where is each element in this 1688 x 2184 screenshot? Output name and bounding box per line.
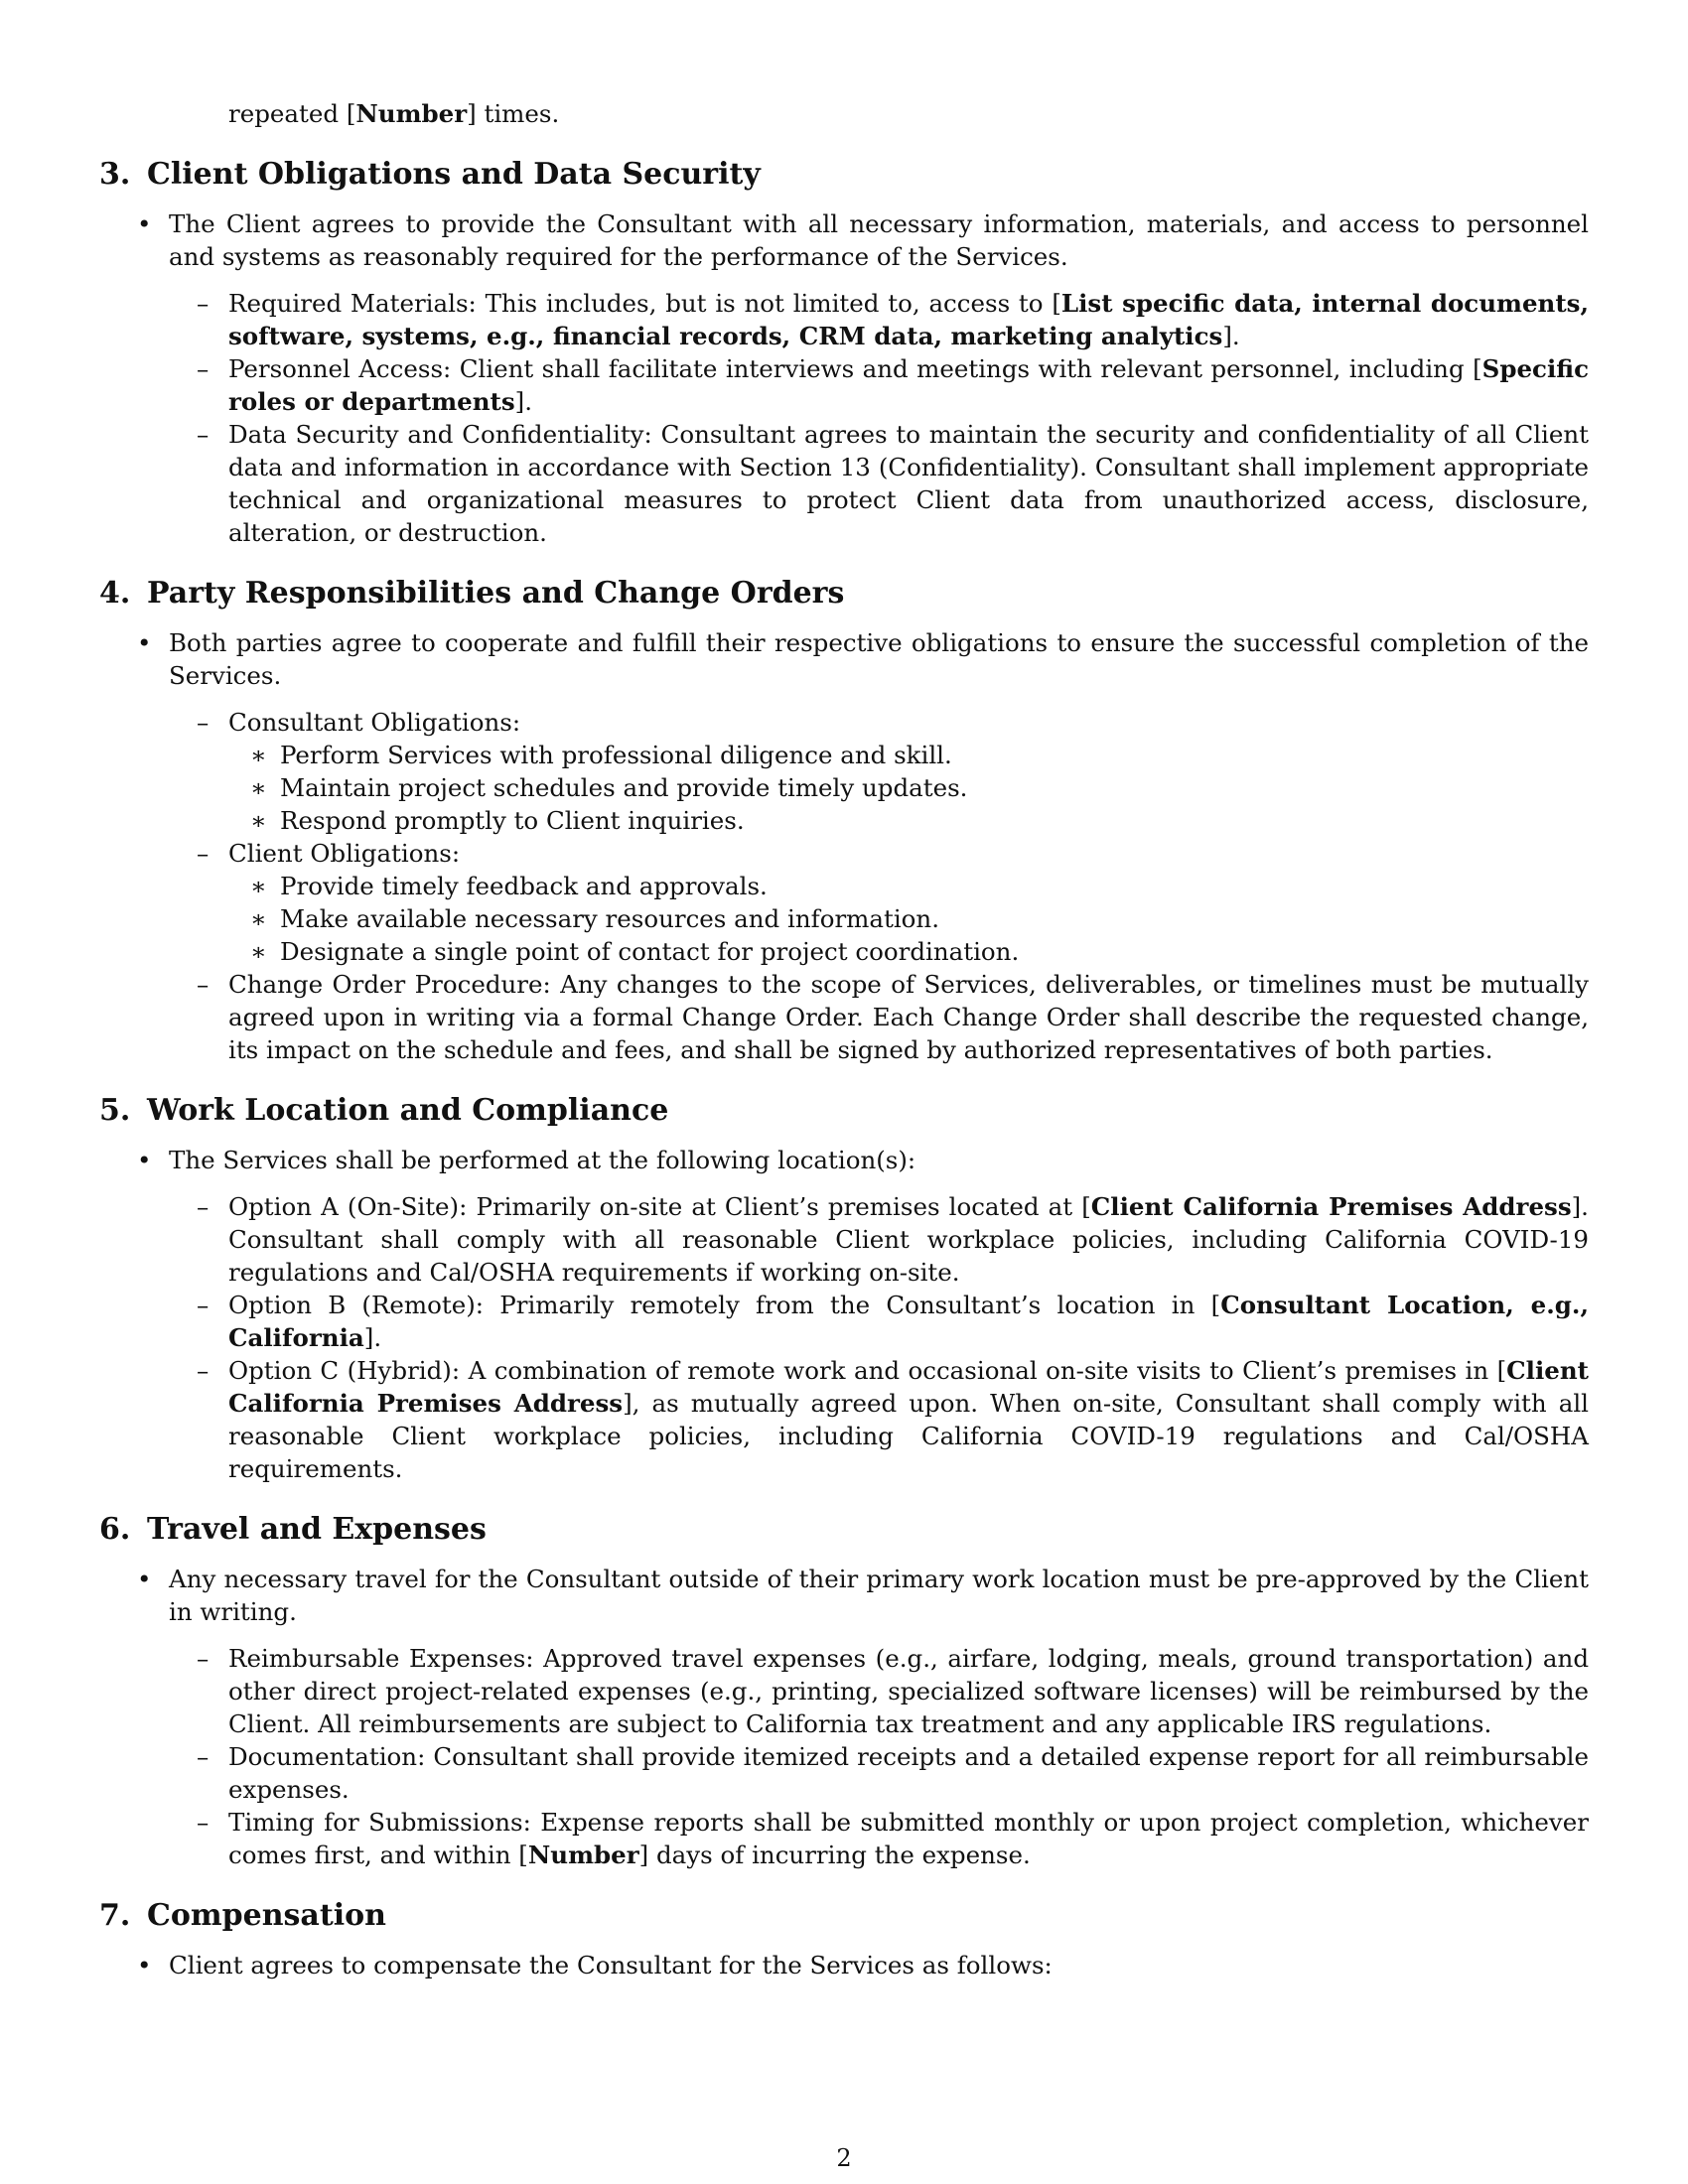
section-7 <box>99 1897 1589 1981</box>
sub-item: – Data Security and Confidentiality: Consultant agrees to maintain the security and confidentiality of all Client data and information in accordance with Section 13 (Confidentiality). Consultant shall implement appropriate technical and organizational measures to protect Client data from unauthorized access, disclosure, alteration, or destruction. <box>197 420 1589 547</box>
bullet-icon: • <box>137 209 152 238</box>
list-item: ∗ Make available necessary resources and information. <box>250 904 940 933</box>
sub-item: – Option C (Hybrid): A combination of remote work and occasional on-site visits to Client’s premises in [Client California Premises Address], as mutually agreed upon. When on-site, Consultant shall comply with all reasonable Client workplace policies, including California COVID-19 regulations and Cal/OSHA requirements. <box>197 1356 1589 1483</box>
sub-item: – Client Obligations: ∗ Provide timely feedback and approvals. ∗ Make available necessary resources and information. ∗ Designate a single point of contact for project coordination. <box>169 837 1589 968</box>
section-4 <box>99 575 1589 1066</box>
list-item: ∗ Maintain project schedules and provide timely updates. <box>250 773 968 802</box>
asterisk-icon: ∗ <box>250 872 267 900</box>
sub-item: – Change Order Procedure: Any changes to the scope of Services, deliverables, or timelines must be mutually agreed upon in writing via a formal Change Order. Each Change Order shall describe the requested change, its impact on the schedule and fees, and shall be signed by authorized representatives of both parties. <box>197 970 1589 1064</box>
page-number: 2 <box>836 2144 852 2172</box>
dash-icon: – <box>197 1291 210 1319</box>
sub-item: – Personnel Access: Client shall facilitate interviews and meetings with relevant personnel, including [Specific roles or departments]. <box>197 354 1589 416</box>
bullet-item: • Client agrees to compensate the Consultant for the Services as follows: <box>137 1951 1053 1979</box>
sub-item: – Documentation: Consultant shall provide itemized receipts and a detailed expense report for all reimbursable expenses. <box>197 1742 1589 1804</box>
section-heading: 5. Work Location and Compliance <box>99 1093 669 1128</box>
dash-icon: – <box>197 289 210 318</box>
sub-item: – Timing for Submissions: Expense reports shall be submitted monthly or upon project completion, whichever comes first, and within [Number] days of incurring the expense. <box>197 1808 1589 1869</box>
asterisk-icon: ∗ <box>250 741 267 769</box>
dash-icon: – <box>197 1192 210 1221</box>
list-item: ∗ Designate a single point of contact for project coordination. <box>250 937 1020 966</box>
dash-icon: – <box>197 1742 210 1771</box>
dash-icon: – <box>197 1808 210 1837</box>
asterisk-icon: ∗ <box>250 904 267 933</box>
sub-item: – Option A (On-Site): Primarily on-site at Client’s premises located at [Client California Premises Address]. Consultant shall comply with all reasonable Client workplace policies, including California COVID-19 regulations and Cal/OSHA requirements if working on-site. <box>197 1192 1589 1287</box>
bullet-item: • Any necessary travel for the Consultant outside of their primary work location must be pre-approved by the Client in writing. – Reimbursable Expenses: Approved travel expenses (e.g., airfare, lodging, meals, ground transportation) and other direct project-related expenses (e.g., printing, specialized software licenses) will be reimbursed by the Client. All reimbursements are subject to California tax treatment and any applicable IRS regulations. – Documentation: Consultant shall provide itemized receipts and a detailed expense report for all reimbursable expenses. – Timing for Submissions: Expense reports shall be submitted monthly or upon project completion, whichever comes first, and within [Number] days of incurring the expense. <box>137 1565 1589 1869</box>
continued-text: repeated [Number] times. <box>228 99 560 128</box>
dash-icon: – <box>197 354 210 383</box>
section-heading: 3. Client Obligations and Data Security <box>99 157 761 192</box>
asterisk-icon: ∗ <box>250 773 267 802</box>
bullet-icon: • <box>137 1565 152 1593</box>
section-6 <box>99 1511 1589 1871</box>
dash-icon: – <box>197 420 210 449</box>
section-5 <box>99 1092 1589 1485</box>
placeholder-number: Number <box>355 99 468 128</box>
bullet-icon: • <box>137 628 152 657</box>
bullet-icon: • <box>137 1146 152 1174</box>
sub-item: – Consultant Obligations: ∗ Perform Services with professional diligence and skill. ∗ Maintain project schedules and provide timely updates. ∗ Respond promptly to Client inquiries. <box>169 706 1589 837</box>
dash-icon: – <box>197 970 210 999</box>
section-heading: 4. Party Responsibilities and Change Orders <box>99 576 845 611</box>
section-heading: 7. Compensation <box>99 1898 386 1933</box>
list-item: ∗ Respond promptly to Client inquiries. <box>250 806 745 835</box>
bullet-item: • Both parties agree to cooperate and fulfill their respective obligations to ensure the successful completion of the Services. – Consultant Obligations: ∗ Perform Services with professional diligence and skill. ∗ Maintain project schedules and provide timely updates. ∗ Respond promptly to Client inquiries. – Client Obligations: ∗ Provide timely feedback and approvals. ∗ Make available necessary resources and information. ∗ Designate a single point of contact for project coordination. – Change Order Procedure: Any changes to the scope of Services, deliverables, or timelines must be mutually agreed upon in writing via a formal Change Order. Each Change Order shall describe the requested change, its impact on the schedule and fees, and shall be signed by authorized representatives of both parties. <box>137 628 1589 1064</box>
asterisk-icon: ∗ <box>250 806 267 835</box>
sub-item: – Required Materials: This includes, but is not limited to, access to [List specific data, internal documents, software, systems, e.g., financial records, CRM data, marketing analytics]. <box>197 289 1589 350</box>
dash-icon: – <box>197 1644 210 1673</box>
asterisk-icon: ∗ <box>250 937 267 966</box>
dash-icon: – <box>197 708 210 737</box>
section-heading: 6. Travel and Expenses <box>99 1512 487 1547</box>
list-item: ∗ Perform Services with professional diligence and skill. <box>250 741 952 769</box>
section-3 <box>99 156 1589 549</box>
bullet-item: • The Services shall be performed at the following location(s): – Option A (On-Site): Primarily on-site at Client’s premises located at [Client California Premises Address]. Consultant shall comply with all reasonable Client workplace policies, including California COVID-19 regulations and Cal/OSHA requirements if working on-site. – Option B (Remote): Primarily remotely from the Consultant’s location in [Consultant Location, e.g., California]. – Option C (Hybrid): A combination of remote work and occasional on-site visits to Client’s premises in [Client California Premises Address], as mutually agreed upon. When on-site, Consultant shall comply with all reasonable Client workplace policies, including California COVID-19 regulations and Cal/OSHA requirements. <box>137 1146 1589 1483</box>
dash-icon: – <box>197 839 210 868</box>
list-item: ∗ Provide timely feedback and approvals. <box>250 872 768 900</box>
sub-item: – Reimbursable Expenses: Approved travel expenses (e.g., airfare, lodging, meals, ground transportation) and other direct project-related expenses (e.g., printing, specialized software licenses) will be reimbursed by the Client. All reimbursements are subject to California tax treatment and any applicable IRS regulations. <box>197 1644 1589 1738</box>
dash-icon: – <box>197 1356 210 1385</box>
bullet-item: • The Client agrees to provide the Consultant with all necessary information, materials, and access to personnel and systems as reasonably required for the performance of the Services. – Required Materials: This includes, but is not limited to, access to [List specific data, internal documents, software, systems, e.g., financial records, CRM data, marketing analytics]. – Personnel Access: Client shall facilitate interviews and meetings with relevant personnel, including [Specific roles or departments]. – Data Security and Confidentiality: Consultant agrees to maintain the security and confidentiality of all Client data and information in accordance with Section 13 (Confidentiality). Consultant shall implement appropriate technical and organizational measures to protect Client data from unauthorized access, disclosure, alteration, or destruction. <box>137 209 1589 547</box>
document-page <box>99 97 1589 1981</box>
bullet-icon: • <box>137 1951 152 1979</box>
sub-item: – Option B (Remote): Primarily remotely from the Consultant’s location in [Consultant Location, e.g., California]. <box>197 1291 1589 1352</box>
